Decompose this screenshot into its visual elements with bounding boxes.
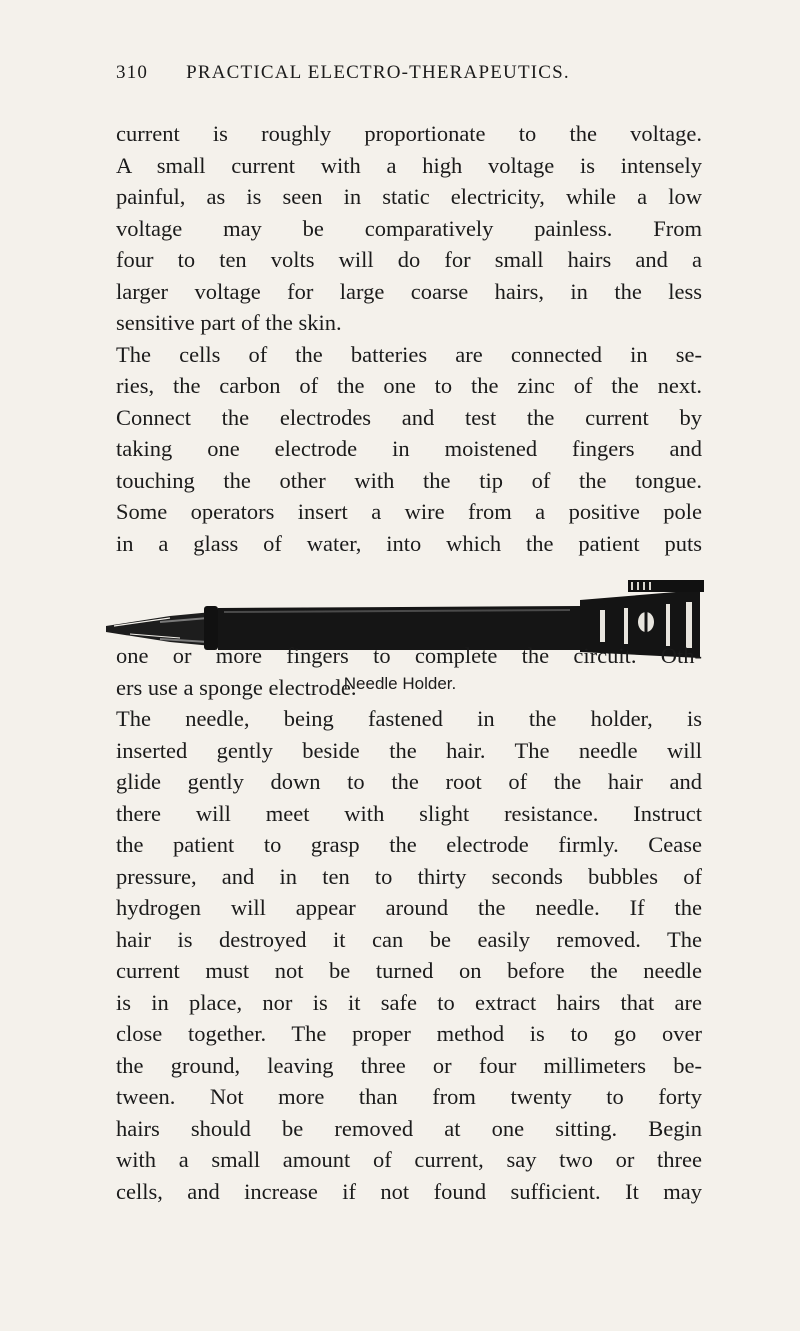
text-line: Connect the electrodes and test the current by	[116, 404, 702, 430]
text-line: larger voltage for large coarse hairs, in the less	[116, 278, 702, 304]
text-line: hairs should be removed at one sitting. Begin	[116, 1115, 702, 1141]
text-line: four to ten volts will do for small hairs and a	[116, 247, 702, 272]
text-line: the ground, leaving three or four millimeters be-	[116, 1052, 702, 1078]
body-text-top	[116, 118, 702, 559]
text-line: one or more fingers to complete the circuit. Oth-	[116, 643, 702, 668]
text-line: The needle, being fastened in the holder, is	[116, 706, 702, 731]
text-line: taking one electrode in moistened fingers and	[116, 436, 702, 461]
text-line: current must not be turned on before the needle	[116, 958, 702, 983]
text-line: painful, as is seen in static electricity, while a low	[116, 184, 702, 209]
text-line: sensitive part of the skin.	[116, 310, 342, 335]
text-line: The cells of the batteries are connected in se-	[116, 341, 702, 367]
running-header	[116, 62, 740, 84]
text-line: voltage may be comparatively painless. From	[116, 215, 702, 241]
text-line: ries, the carbon of the one to the zinc of the next.	[116, 373, 702, 398]
text-line: there will meet with slight resistance. Instruct	[116, 800, 702, 826]
text-line: touching the other with the tip of the tongue.	[116, 467, 702, 493]
text-line: is in place, nor is it safe to extract hairs that are	[116, 989, 702, 1015]
text-line: close together. The proper method is to go over	[116, 1021, 702, 1046]
page-number: 310	[116, 62, 149, 83]
figure-caption: Needle Holder.	[343, 674, 457, 693]
text-line: the patient to grasp the electrode firmly. Cease	[116, 832, 702, 857]
text-line: pressure, and in ten to thirty seconds bubbles of	[116, 863, 702, 889]
running-title: PRACTICAL ELECTRO-THERAPEUTICS.	[186, 62, 570, 83]
text-line: cells, and increase if not found sufficient. It may	[116, 1178, 702, 1204]
text-line: tween. Not more than from twenty to forty	[116, 1084, 702, 1109]
text-line: ers use a sponge electrode.	[116, 674, 357, 700]
text-line: with a small amount of current, say two or three	[116, 1147, 702, 1172]
text-line: hair is destroyed it can be easily removed. The	[116, 926, 702, 952]
text-line: inserted gently beside the hair. The needle will	[116, 737, 702, 763]
text-line: glide gently down to the root of the hair and	[116, 769, 702, 794]
body-text-bottom	[116, 640, 702, 1207]
text-line: current is roughly proportionate to the voltage.	[116, 121, 702, 146]
text-line: hydrogen will appear around the needle. If the	[116, 895, 702, 920]
text-line: Some operators insert a wire from a positive pole	[116, 499, 702, 524]
text-line: A small current with a high voltage is intensely	[116, 152, 702, 178]
text-line: in a glass of water, into which the patient puts	[116, 530, 702, 556]
